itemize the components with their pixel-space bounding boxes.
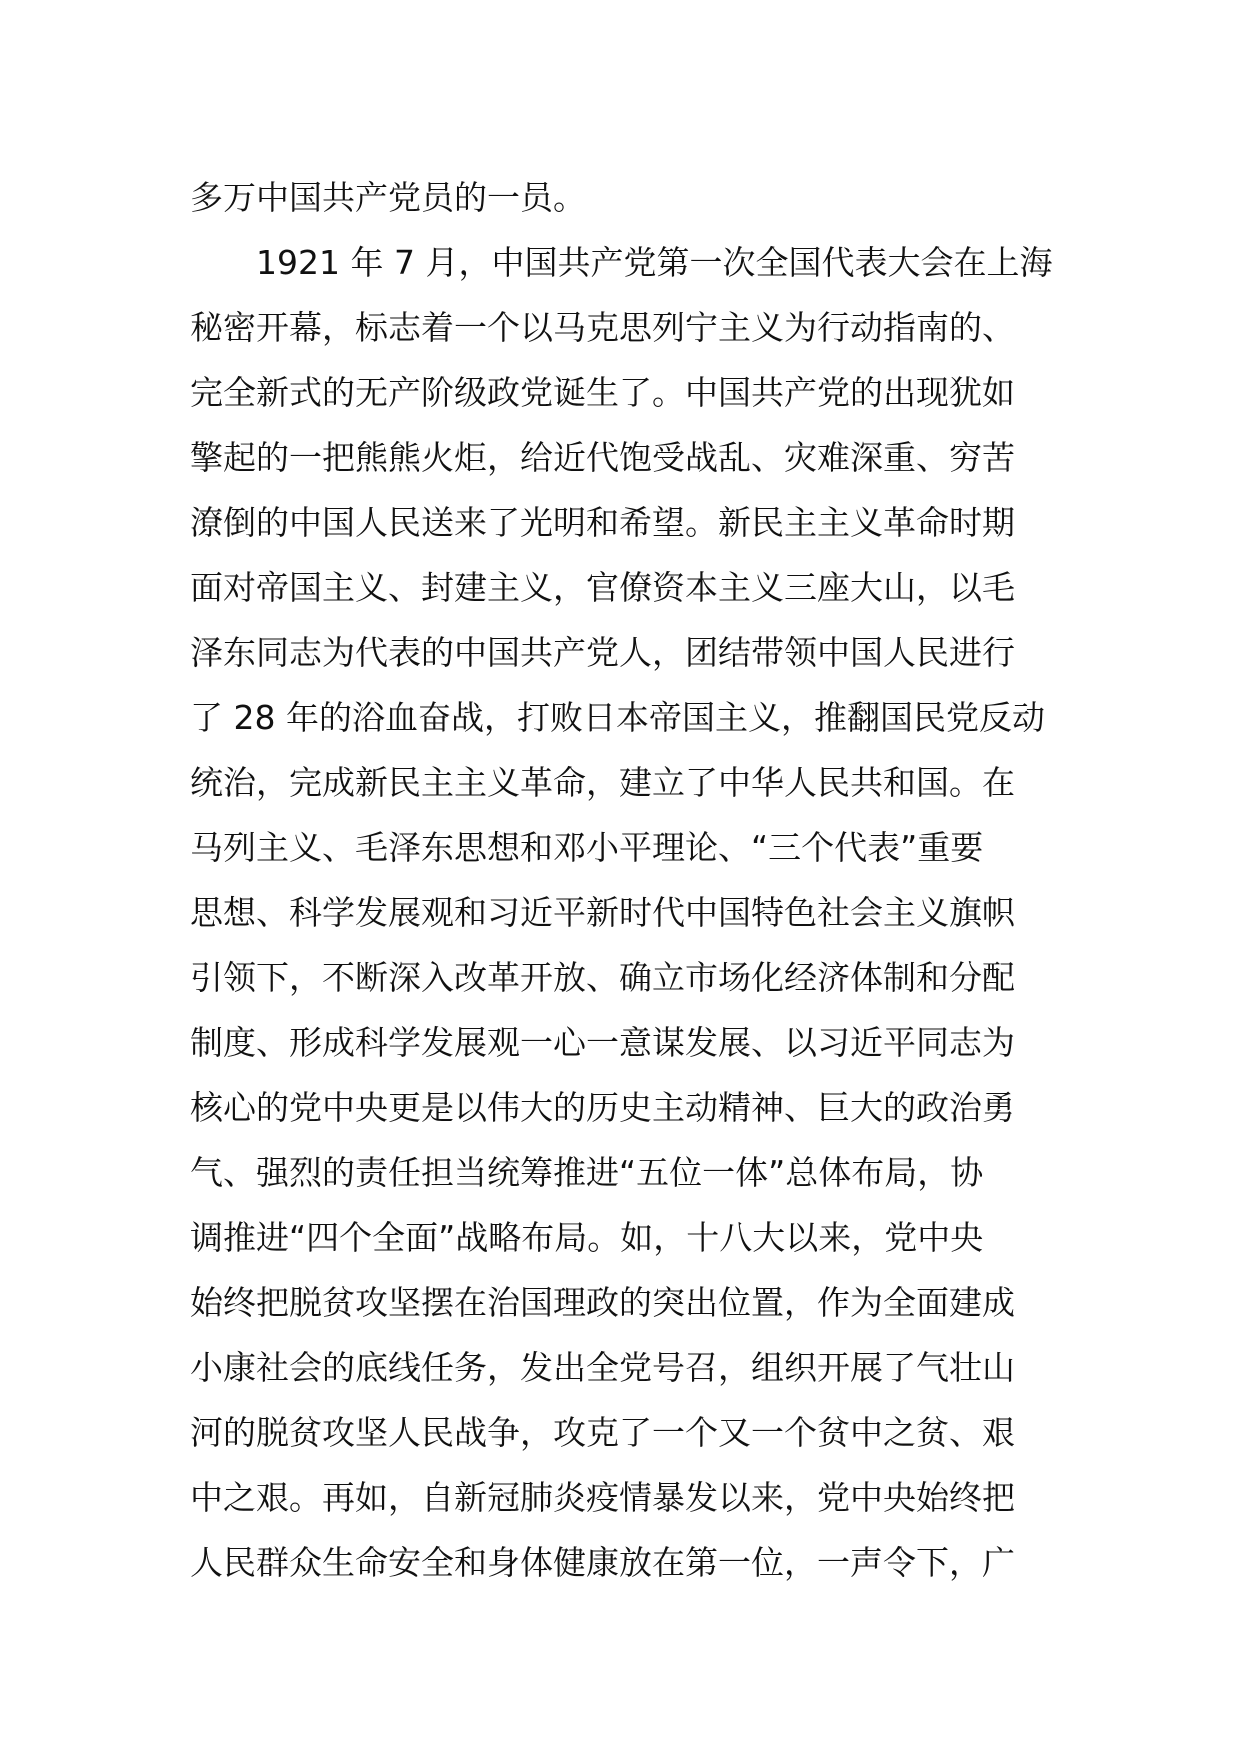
text-line: 人民群众生命安全和身体健康放在第一位，一声令下，广	[190, 1543, 1015, 1582]
text-line: 统治，完成新民主主义革命，建立了中华人民共和国。在	[190, 763, 1015, 802]
text-line: 始终把脱贫攻坚摆在治国理政的突出位置，作为全面建成	[190, 1283, 1015, 1322]
text-line: 泽东同志为代表的中国共产党人，团结带领中国人民进行	[190, 633, 1015, 672]
text-line: 了 28 年的浴血奋战，打败日本帝国主义，推翻国民党反动	[190, 698, 1045, 737]
text-line: 思想、科学发展观和习近平新时代中国特色社会主义旗帜	[190, 893, 1015, 932]
text-line: 多万中国共产党员的一员。	[190, 178, 586, 217]
text-line: 擎起的一把熊熊火炬，给近代饱受战乱、灾难深重、穷苦	[190, 438, 1015, 477]
text-line: 气、强烈的责任担当统筹推进“五位一体”总体布局，协	[190, 1153, 984, 1192]
text-line: 秘密开幕，标志着一个以马克思列宁主义为行动指南的、	[190, 308, 1015, 347]
body-text	[190, 165, 1070, 1595]
text-line: 面对帝国主义、封建主义，官僚资本主义三座大山，以毛	[190, 568, 1015, 607]
text-line: 小康社会的底线任务，发出全党号召，组织开展了气壮山	[190, 1348, 1015, 1387]
paragraph-first-line: 1921 年 7 月，中国共产党第一次全国代表大会在上海	[256, 243, 1053, 282]
text-line: 核心的党中央更是以伟大的历史主动精神、巨大的政治勇	[190, 1088, 1015, 1127]
text-line: 引领下，不断深入改革开放、确立市场化经济体制和分配	[190, 958, 1015, 997]
text-line: 调推进“四个全面”战略布局。如，十八大以来，党中央	[190, 1218, 984, 1257]
text-line: 潦倒的中国人民送来了光明和希望。新民主主义革命时期	[190, 503, 1015, 542]
text-line: 河的脱贫攻坚人民战争，攻克了一个又一个贫中之贫、艰	[190, 1413, 1015, 1452]
text-line: 制度、形成科学发展观一心一意谋发展、以习近平同志为	[190, 1023, 1015, 1062]
text-line: 马列主义、毛泽东思想和邓小平理论、“三个代表”重要	[190, 828, 984, 867]
text-line: 中之艰。再如，自新冠肺炎疫情暴发以来，党中央始终把	[190, 1478, 1015, 1517]
text-line: 完全新式的无产阶级政党诞生了。中国共产党的出现犹如	[190, 373, 1015, 412]
